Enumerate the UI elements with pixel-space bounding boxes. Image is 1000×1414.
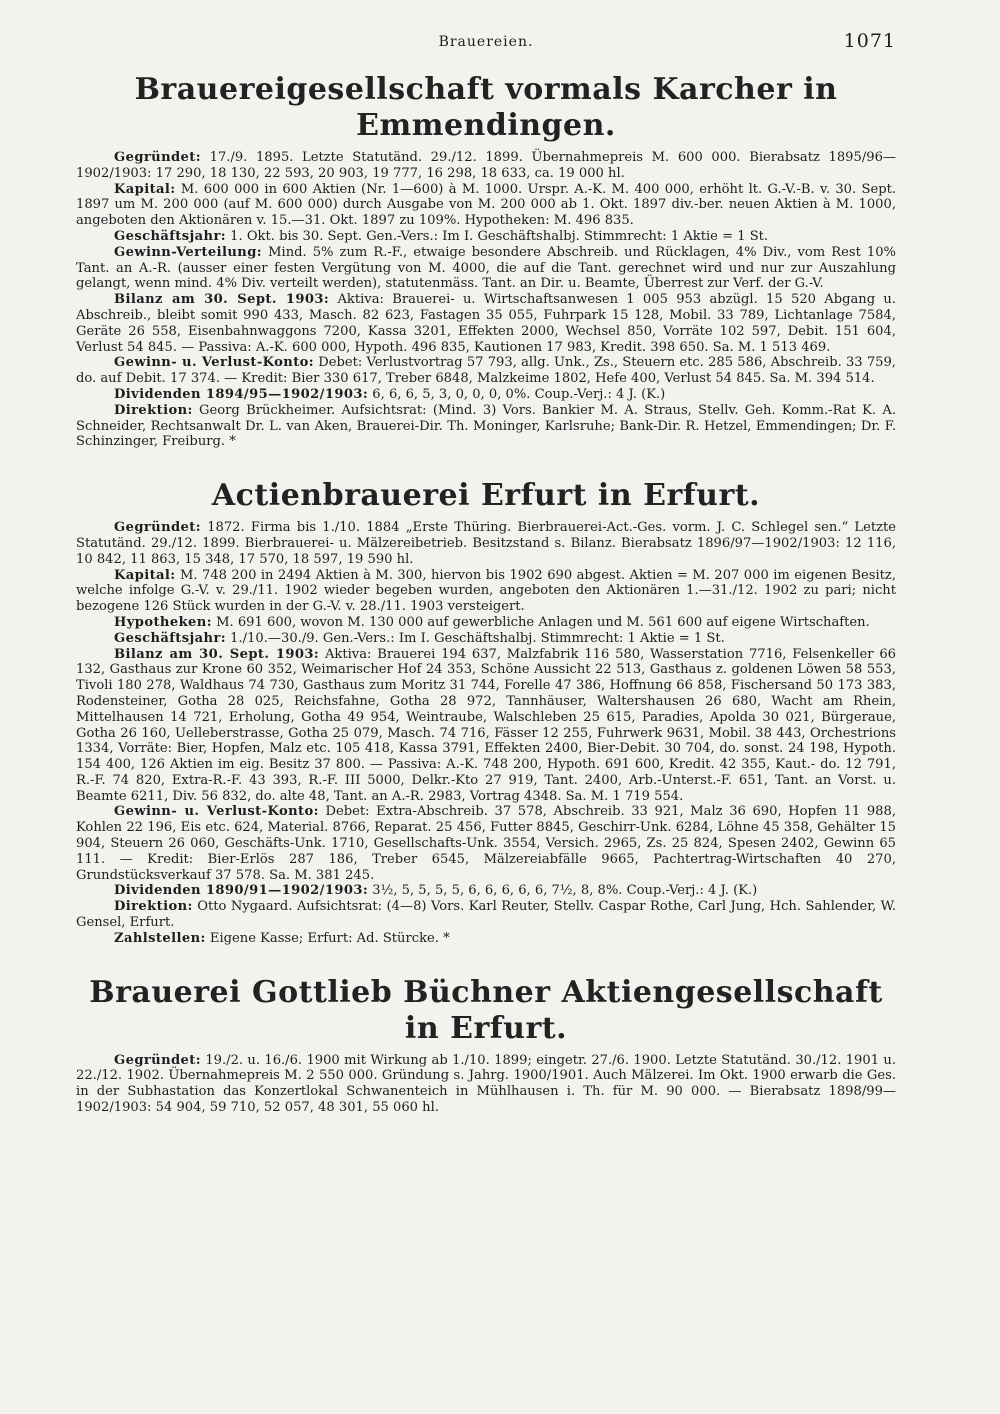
entry-paragraph — [76, 631, 896, 647]
company-title: Brauerei Gottlieb Büchner Aktiengesellschaft in Erfurt. — [89, 974, 883, 1046]
field-text: 19./2. u. 16./6. 1900 mit Wirkung ab 1./10. 1899; eingetr. 27./6. 1900. Letzte Statutänd. 30./12. 1901 u. 22./12. 1902. Übernahmepreis M. 2 550 000. Gründung s. Jahrg. 1900/1901. Auch Mälzerei. Im Okt. 1900 erwarb die Ges. in der Subhastation das Konzertlokal Schwanenteich in Mühlhausen i. Th. für M. 90 000. — Bierabsatz 1898/99—1902/1903: 54 904, 59 710, 52 057, 48 301, 55 060 hl. — [76, 1052, 896, 1116]
field-text: 6, 6, 6, 5, 3, 0, 0, 0, 0%. Coup.-Verj.: 4 J. (K.) — [372, 386, 666, 402]
company-title: Brauereigesellschaft vormals Karcher in Emmendingen. — [134, 72, 838, 143]
page-header — [76, 30, 896, 56]
field-label: Bilanz am 30. Sept. 1903: — [114, 646, 320, 662]
field-text: Debet: Extra-Abschreib. 37 578, Abschreib. 33 921, Malz 36 690, Hopfen 11 988, Kohlen 22 196, Eis etc. 624, Material. 8766, Reparat. 25 456, Futter 8845, Geschirr-Unk. 6284, Löhne 45 358, Gehälter 15 904, Steuern 26 060, Geschäfts-Unk. 1710, Gesellschafts-Unk. 3554, Versich. 2965, Zs. 25 824, Spesen 2402, Gewinn 65 111. — Kredit: Bier-Erlös 287 186, Treber 6545, Mälzereiabfälle 9665, Pachtertrag-Wirtschaften 40 270, Grundstücksverkauf 37 578. Sa. M. 381 245. — [76, 804, 896, 883]
field-label: Hypotheken: — [114, 614, 212, 630]
field-text: Aktiva: Brauerei 194 637, Malzfabrik 116 580, Wasserstation 7716, Felsenkeller 66 132, Gasthaus zur Krone 60 352, Weimarischer Hof 24 353, Schöne Aussicht 22 513, Gasthaus z. goldenen Löwen 58 553, Tivoli 180 278, Waldhaus 74 730, Gasthaus zum Moritz 31 744, Forelle 47 386, Hoffnung 66 858, Fischersand 50 173 383, Rodensteiner, Gotha 28 025, Reichsfahne, Gotha 28 972, Tannhäuser, Waltershausen 26 680, Wacht am Rhein, Mittelhausen 14 721, Erholung, Gotha 49 954, Weintraube, Walschleben 25 615, Paradies, Apolda 30 021, Bürgeraue, Gotha 26 160, Uelleberstrasse, Gotha 25 079, Masch. 74 716, Fässer 12 255, Fuhrwerk 9631, Mobil. 38 443, Orchestrions 1334, Vorräte: Bier, Hopfen, Malz etc. 105 418, Kassa 3791, Effekten 2400, Bier-Debit. 30 704, do. sonst. 24 198, Hypoth. 154 400, 126 Aktien im eig. Besitz 37 800. — Passiva: A.-K. 748 200, Hypoth. 691 600, Kredit. 42 355, Kaut.- do. 12 791, R.-F. 74 820, Extra-R.-F. 43 393, R.-F. III 5000, Delkr.-Kto 27 919, Tant. 2400, Arb.-Unterst.-F. 651, Tant. an Vorst. u. Beamte 6211, Div. 56 832, do. alte 48, Tant. an A.-R. 2983, Vortrag 4348. Sa. M. 1 719 554. — [76, 646, 896, 804]
entry-paragraph — [76, 804, 896, 883]
field-text: 3½, 5, 5, 5, 5, 6, 6, 6, 6, 6, 7½, 8, 8%. Coup.-Verj.: 4 J. (K.) — [372, 883, 758, 899]
field-text: Eigene Kasse; Erfurt: Ad. Stürcke. * — [209, 930, 450, 946]
company-title: Actienbrauerei Erfurt in Erfurt. — [211, 478, 761, 514]
field-text: Aktiva: Brauerei- u. Wirtschaftsanwesen 1 005 953 abzügl. 15 520 Abgang u. Abschreib., bleibt somit 990 433, Masch. 82 623, Fastagen 35 055, Fuhrpark 15 128, Mobil. 33 789, Lichtanlage 7584, Geräte 26 558, Eisenbahnwaggons 7200, Kassa 3201, Effekten 2000, Wechsel 850, Vorräte 102 597, Debit. 151 604, Verlust 54 845. — Passiva: A.-K. 600 000, Hypoth. 496 835, Kautionen 17 983, Kredit. 398 650. Sa. M. 1 513 469. — [76, 292, 896, 355]
running-title: Brauereien. — [438, 34, 534, 50]
field-text: M. 600 000 in 600 Aktien (Nr. 1—600) à M. 1000. Urspr. A.-K. M. 400 000, erhöht lt. G.-V.-B. v. 30. Sept. 1897 um M. 200 000 (auf M. 600 000) durch Ausgabe von M. 200 000 ab 1. Okt. 1897 div.-ber. neuen Aktien à M. 1000, angeboten den Aktionären v. 15.—31. Okt. 1897 zu 109%. Hypotheken: M. 496 835. — [76, 181, 896, 229]
field-text: 1. Okt. bis 30. Sept. Gen.-Vers.: Im I. Geschäftshalbj. Stimmrecht: 1 Aktie = 1 St. — [230, 228, 769, 244]
field-label: Kapital: — [114, 181, 176, 197]
entry-paragraph — [76, 387, 896, 403]
field-label: Zahlstellen: — [114, 930, 206, 946]
entry-paragraph — [76, 150, 896, 182]
company-entry — [76, 478, 896, 947]
entry-paragraph — [76, 883, 896, 899]
field-label: Kapital: — [114, 567, 176, 583]
field-text: Mind. 5% zum R.-F., etwaige besondere Abschreib. und Rücklagen, 4% Div., vom Rest 10% Tant. an A.-R. (ausser einer festen Vergütung von M. 4000, die auf die Tant. gerechnet wird und nur zur Auszahlung gelangt, wenn mind. 4% Div. verteilt werden), statutenmäss. Tant. an Dir. u. Beamte, Überrest zur Verf. der G.-V. — [76, 244, 896, 292]
entry-paragraph — [76, 568, 896, 615]
field-label: Gegründet: — [114, 150, 201, 165]
page-number: 1071 — [843, 30, 896, 52]
entry-paragraph — [76, 1053, 896, 1116]
field-label: Dividenden 1894/95—1902/1903: — [114, 386, 369, 402]
entry-paragraph — [76, 615, 896, 631]
entry-paragraph — [76, 899, 896, 931]
field-label: Gewinn- u. Verlust-Konto: — [114, 355, 315, 371]
field-label: Gegründet: — [114, 1052, 201, 1068]
field-label: Gewinn-Verteilung: — [114, 244, 263, 260]
entry-paragraph — [76, 355, 896, 387]
field-label: Direktion: — [114, 899, 193, 915]
field-label: Dividenden 1890/91—1902/1903: — [114, 883, 369, 899]
field-text: M. 748 200 in 2494 Aktien à M. 300, hiervon bis 1902 690 abgest. Aktien = M. 207 000 im eigenen Besitz, welche infolge G.-V. v. 29./11. 1902 wieder begeben wurden, angeboten den Aktionären 1.—31./12. 1902 zu pari; nicht bezogene 126 Stück wurden in der G.-V. v. 28./11. 1903 versteigert. — [76, 567, 896, 615]
company-entry — [76, 72, 896, 450]
entry-paragraph — [76, 403, 896, 450]
entry-paragraph — [76, 520, 896, 567]
field-text: 1./10.—30./9. Gen.-Vers.: Im I. Geschäftshalbj. Stimmrecht: 1 Aktie = 1 St. — [230, 630, 725, 646]
field-label: Geschäftsjahr: — [114, 228, 226, 244]
field-text: M. 691 600, wovon M. 130 000 auf gewerbliche Anlagen und M. 561 600 auf eigene Wirtschaften. — [216, 614, 870, 630]
field-text: Otto Nygaard. Aufsichtsrat: (4—8) Vors. Karl Reuter, Stellv. Caspar Rothe, Carl Jung, Hch. Sahlender, W. Gensel, Erfurt. — [76, 899, 896, 931]
field-label: Bilanz am 30. Sept. 1903: — [114, 292, 330, 308]
field-text: Debet: Verlustvortrag 57 793, allg. Unk., Zs., Steuern etc. 285 586, Abschreib. 33 759, do. auf Debit. 17 374. — Kredit: Bier 330 617, Treber 6848, Malzkeime 1802, Hefe 400, Verlust 54 845. Sa. M. 394 514. — [76, 355, 896, 387]
entry-paragraph — [76, 931, 896, 947]
field-text: 1872. Firma bis 1./10. 1884 „Erste Thüring. Bierbrauerei-Act.-Ges. vorm. J. C. Schlegel sen.“ Letzte Statutänd. 29./12. 1899. Bierbrauerei- u. Mälzereibetrieb. Besitzstand s. Bilanz. Bierabsatz 1896/97—1902/1903: 12 116, 10 842, 11 863, 15 348, 17 570, 18 597, 19 590 hl. — [76, 520, 896, 567]
entry-paragraph — [76, 229, 896, 245]
field-text: 17./9. 1895. Letzte Statutänd. 29./12. 1899. Übernahmepreis M. 600 000. Bierabsatz 1895/96—1902/1903: 17 290, 18 130, 22 593, 20 903, 19 777, 16 298, 18 633, ca. 19 000 hl. — [76, 150, 896, 181]
entry-paragraph — [76, 647, 896, 805]
field-text: Georg Brückheimer. Aufsichtsrat: (Mind. 3) Vors. Bankier M. A. Straus, Stellv. Geh. Komm.-Rat K. A. Schneider, Rechtsanwalt Dr. L. van Aken, Brauerei-Dir. Th. Moninger, Karlsruhe; Bank-Dir. R. Hetzel, Emmendingen; Dr. F. Schinzinger, Freiburg. * — [76, 402, 896, 450]
entry-paragraph — [76, 182, 896, 229]
field-label: Gewinn- u. Verlust-Konto: — [114, 804, 319, 820]
page-content — [76, 66, 896, 1144]
entry-paragraph — [76, 245, 896, 292]
company-entry — [76, 975, 896, 1116]
field-label: Direktion: — [114, 402, 193, 418]
entry-paragraph — [76, 292, 896, 355]
field-label: Geschäftsjahr: — [114, 630, 226, 646]
field-label: Gegründet: — [114, 520, 201, 536]
